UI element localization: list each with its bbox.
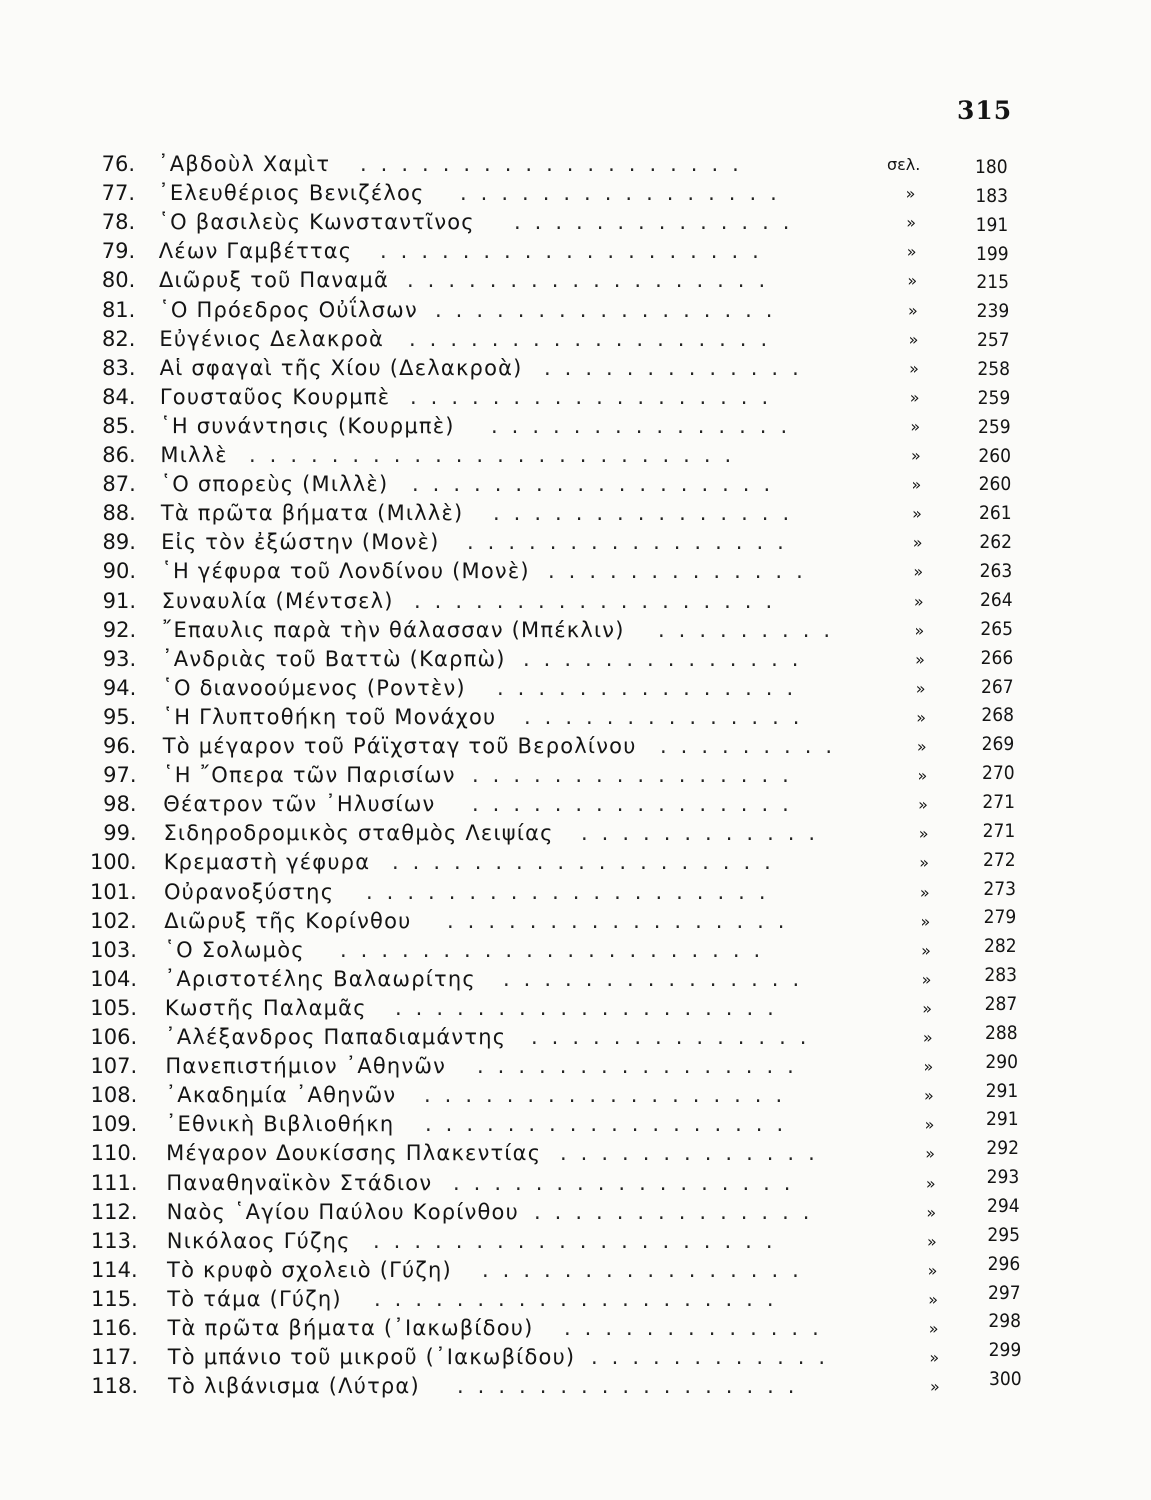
dot-leader: ..............	[524, 704, 814, 729]
entry-number: 113.	[90, 1228, 138, 1253]
entry-page: 258	[977, 358, 1010, 381]
entry-title: Γουσταῦος Κουρμπὲ	[159, 384, 391, 409]
entry-title: Λέων Γαμβέττας	[158, 239, 353, 264]
entry-title: Παναθηναϊκὸν Στάδιον	[166, 1170, 433, 1195]
toc-entry	[0, 499, 1151, 528]
entry-number: 94.	[102, 675, 137, 700]
entry-title: ῾Ο Πρόεδρος Οὐΐλσων	[159, 297, 418, 322]
toc-entry	[0, 1166, 1151, 1198]
dot-leader: ....................	[366, 879, 780, 904]
entry-title: Θέατρον τῶν ᾿Ηλυσίων	[163, 792, 436, 817]
entry-number: 102.	[90, 908, 137, 933]
entry-title: ῾Η γέφυρα τοῦ Λονδίνου (Μονὲ)	[161, 559, 530, 584]
toc-entry	[0, 936, 1151, 965]
entry-number: 103.	[90, 937, 137, 962]
toc-entry	[0, 1339, 1151, 1372]
entry-page: 272	[983, 848, 1016, 871]
entry-number: 98.	[103, 792, 137, 817]
entry-page: 287	[984, 993, 1018, 1015]
toc-entry	[0, 674, 1151, 703]
entry-page: 271	[982, 819, 1016, 842]
dot-leader: ..............	[514, 210, 804, 235]
dot-leader: .........	[660, 734, 847, 758]
toc-entry	[0, 1310, 1151, 1343]
entry-page: 265	[980, 617, 1013, 640]
toc-entry	[0, 470, 1151, 499]
entry-title: Εἰς τὸν ἐξώστην (Μονὲ)	[161, 530, 440, 555]
toc-entry	[0, 1139, 1151, 1168]
page-reference-mark: »	[910, 446, 921, 465]
entry-title: Αἱ σφαγαὶ τῆς Χίου (Δελακροὰ)	[159, 355, 523, 380]
dot-leader: .................	[447, 908, 799, 933]
page-reference-mark: »	[912, 533, 923, 553]
toc-entry	[0, 208, 1151, 237]
entry-title: ᾿Αριστοτέλης Βαλαωρίτης	[164, 966, 476, 991]
entry-number: 80.	[101, 268, 136, 293]
entry-page: 260	[978, 473, 1012, 496]
dot-leader: ....................	[373, 1228, 787, 1253]
page-reference-mark: »	[916, 737, 927, 756]
entry-number: 108.	[90, 1083, 138, 1108]
toc-entry	[0, 761, 1151, 790]
entry-page: 279	[983, 906, 1017, 929]
entry-page: 271	[982, 790, 1015, 813]
toc-entry	[0, 645, 1151, 674]
entry-number: 85.	[102, 413, 136, 438]
page-reference-mark: »	[907, 271, 918, 291]
dot-leader: .................	[435, 297, 787, 322]
entry-page: 298	[988, 1310, 1021, 1333]
page-reference-mark: »	[927, 1231, 937, 1251]
entry-number: 112.	[90, 1199, 138, 1224]
entry-page: 282	[984, 935, 1017, 958]
toc-entry	[0, 1195, 1151, 1227]
entry-page: 264	[980, 588, 1013, 611]
toc-entry	[0, 1223, 1151, 1256]
page-reference-mark: »	[909, 358, 919, 378]
entry-page: 257	[977, 329, 1010, 352]
entry-number: 93.	[102, 646, 137, 671]
dot-leader: ............	[581, 821, 830, 846]
toc-entry	[0, 616, 1151, 645]
entry-title: ᾿Αβδοὺλ Χαμὶτ	[158, 152, 331, 176]
entry-number: 109.	[90, 1112, 138, 1137]
entry-page: 261	[979, 502, 1012, 525]
toc-entry	[0, 878, 1151, 907]
entry-title: Συναυλία (Μέντσελ)	[161, 588, 394, 613]
entry-page: 299	[988, 1339, 1022, 1362]
entry-title: Μέγαρον Δουκίσσης Πλακεντίας	[166, 1141, 542, 1166]
entry-title: ῾Ο διανοούμενος (Ροντὲν)	[162, 675, 466, 700]
page-reference-mark: »	[924, 1115, 935, 1135]
entry-page: 291	[986, 1108, 1019, 1131]
entry-page: 263	[979, 560, 1013, 583]
page-reference-mark: »	[927, 1260, 938, 1280]
entry-title: Τὰ πρῶτα βήματα (᾿Ιακωβίδου)	[167, 1316, 534, 1340]
dot-leader: ...................	[395, 995, 788, 1020]
dot-leader: ...............	[493, 501, 804, 526]
entry-page: 300	[989, 1368, 1022, 1391]
entry-number: 104.	[90, 966, 137, 991]
entry-title: Πανεπιστήμιον ᾿Αθηνῶν	[165, 1054, 447, 1079]
entry-page: 296	[987, 1252, 1021, 1275]
entry-title: Τὰ πρῶτα βήματα (Μιλλὲ)	[160, 501, 464, 526]
entry-number: 107.	[90, 1054, 138, 1079]
toc-entry	[0, 1023, 1151, 1052]
page-reference-mark: »	[913, 562, 924, 582]
page-reference-mark: »	[917, 766, 928, 786]
toc-entry	[0, 528, 1151, 557]
entry-title: ᾿Ακαδημία ᾿Αθηνῶν	[165, 1083, 397, 1108]
entry-number: 86.	[102, 443, 136, 467]
entry-page: 199	[976, 242, 1009, 265]
entry-page: 183	[975, 184, 1008, 207]
dot-leader: ..............	[531, 1025, 821, 1049]
toc-entry	[0, 325, 1151, 354]
entry-number: 105.	[90, 995, 138, 1020]
entry-title: Τὸ λιβάνισμα (Λύτρα)	[168, 1374, 420, 1399]
entry-title: Τὸ μπάνιο τοῦ μικροῦ (᾿Ιακωβίδου)	[167, 1345, 576, 1370]
entry-page: 293	[986, 1166, 1020, 1189]
entry-page: 269	[981, 733, 1015, 756]
entry-title: Οὐρανοξύστης	[163, 879, 335, 904]
entry-title: Μιλλὲ	[160, 443, 228, 467]
entry-title: Εὐγένιος Δελακροὰ	[159, 326, 385, 351]
entry-title: ᾿Ανδριὰς τοῦ Βαττὼ (Καρπὼ)	[162, 646, 506, 671]
entry-number: 81.	[101, 297, 136, 322]
page-reference-mark: »	[921, 969, 932, 989]
page-reference-mark: »	[906, 242, 917, 262]
page-reference-mark: »	[918, 795, 928, 815]
page-reference-mark: »	[919, 882, 930, 902]
entry-title: Διῶρυξ τοῦ Παναμᾶ	[158, 268, 389, 293]
dot-leader: .................	[453, 1170, 805, 1195]
page-reference-mark: »	[916, 707, 927, 727]
page-reference-mark: »	[912, 504, 922, 524]
dot-leader: ........................	[249, 443, 746, 467]
entry-page: 292	[986, 1137, 1019, 1160]
entry-page: 260	[978, 444, 1011, 467]
dot-leader: .....................	[340, 937, 775, 962]
page-reference-mark: »	[926, 1202, 937, 1222]
entry-number: 118.	[91, 1374, 138, 1399]
toc-entry	[0, 819, 1151, 848]
entry-number: 90.	[102, 559, 136, 584]
dot-leader: ..............	[534, 1199, 824, 1224]
dot-leader: ..................	[410, 384, 783, 409]
entry-number: 76.	[101, 152, 135, 176]
entry-number: 88.	[102, 501, 136, 526]
dot-leader: ..............	[523, 646, 813, 671]
toc-entry	[0, 1252, 1151, 1285]
entry-title: ᾿Εθνικὴ Βιβλιοθήκη	[165, 1112, 395, 1137]
dot-leader: ..................	[424, 1083, 797, 1108]
entry-page: 273	[983, 877, 1016, 900]
page-reference-mark: »	[923, 1057, 934, 1077]
entry-page: 262	[979, 531, 1012, 554]
entry-number: 97.	[103, 763, 137, 788]
entry-number: 96.	[103, 734, 137, 758]
page-reference-mark: »	[909, 387, 920, 407]
toc-entry	[0, 965, 1151, 994]
dot-leader: ..................	[425, 1112, 798, 1137]
entry-number: 106.	[90, 1025, 138, 1049]
dot-leader: ...................	[392, 850, 785, 875]
dot-leader: ..................	[407, 268, 780, 293]
entry-title: ῾Η ῎Οπερα τῶν Παρισίων	[163, 763, 456, 788]
entry-title: Τὸ μέγαρον τοῦ Ράϊχσταγ τοῦ Βερολίνου	[162, 734, 637, 758]
dot-leader: ...................	[380, 239, 773, 264]
entry-title: Νικόλαος Γύζης	[166, 1228, 351, 1253]
entry-title: ᾿Αλέξανδρος Παπαδιαμάντης	[165, 1025, 507, 1049]
page-reference-mark: »	[929, 1348, 940, 1368]
entry-number: 79.	[101, 239, 136, 264]
entry-number: 84.	[102, 384, 136, 409]
page-reference-mark: »	[905, 184, 916, 204]
toc-entry	[0, 848, 1151, 877]
page-reference-mark: »	[919, 853, 930, 873]
dot-leader: ..................	[412, 472, 785, 497]
toc-entry	[0, 1368, 1151, 1401]
entry-page: 294	[987, 1195, 1020, 1218]
entry-page: 267	[981, 675, 1014, 698]
page-reference-mark: »	[924, 1086, 934, 1106]
entry-page: 290	[985, 1050, 1018, 1073]
dot-leader: ............	[591, 1345, 840, 1370]
dot-leader: ................	[472, 792, 803, 817]
entry-number: 82.	[102, 326, 136, 351]
entry-number: 116.	[91, 1316, 138, 1340]
entry-title: Κωστῆς Παλαμᾶς	[164, 995, 367, 1020]
dot-leader: .............	[560, 1141, 829, 1166]
toc-entry	[0, 1281, 1151, 1314]
entry-page: 180	[975, 156, 1008, 178]
dot-leader: .............	[548, 559, 817, 584]
dot-leader: ................	[460, 181, 791, 206]
page-number: 315	[957, 96, 1013, 125]
entry-page: 283	[984, 964, 1017, 987]
dot-leader: ................	[477, 1054, 808, 1079]
toc-entry	[0, 557, 1151, 586]
entry-number: 100.	[89, 850, 137, 875]
page-reference-mark: »	[906, 213, 916, 233]
page-reference-mark: »	[922, 1028, 933, 1047]
entry-number: 83.	[102, 355, 136, 380]
dot-leader: ...................	[360, 152, 753, 176]
entry-page: 239	[976, 300, 1010, 323]
dot-leader: ....................	[374, 1286, 788, 1311]
page-reference-mark: »	[921, 940, 931, 960]
entry-number: 111.	[90, 1170, 138, 1195]
toc-entry	[0, 994, 1151, 1023]
dot-leader: ..................	[409, 326, 782, 351]
page-reference-mark: »	[925, 1173, 936, 1193]
toc-entry	[0, 354, 1151, 383]
entry-number: 115.	[91, 1286, 138, 1311]
entry-title: ῾Η Γλυπτοθήκη τοῦ Μονάχου	[162, 704, 497, 729]
entry-title: ῾Ο Σολωμὸς	[164, 937, 305, 962]
entry-number: 99.	[103, 821, 137, 846]
page-reference-mark: »	[910, 416, 921, 436]
toc-entry	[0, 587, 1151, 616]
entry-page: 259	[977, 386, 1011, 409]
page-reference-mark: »	[925, 1144, 936, 1164]
toc-entry	[0, 1110, 1151, 1139]
page-reference-mark: »	[915, 678, 926, 698]
toc-entry	[0, 383, 1151, 412]
entry-title: ᾿Ελευθέριος Βενιζέλος	[158, 181, 425, 206]
toc-entry	[0, 1081, 1151, 1110]
entry-title: Κρεμαστὴ γέφυρα	[163, 850, 371, 875]
dot-leader: .............	[564, 1316, 833, 1340]
toc-entry	[0, 1052, 1151, 1081]
dot-leader: .............	[544, 355, 813, 380]
entry-page: 191	[975, 213, 1009, 236]
toc-entry	[0, 237, 1151, 266]
entry-page: 266	[980, 646, 1014, 669]
page-reference-mark: »	[918, 824, 929, 844]
page-reference-mark: »	[920, 911, 931, 931]
entry-title: Τὸ τάμα (Γύζη)	[167, 1286, 342, 1311]
page-reference-mark: »	[913, 591, 924, 611]
entry-title: ῾Ο σπορεὺς (Μιλλὲ)	[160, 472, 389, 497]
entry-page: 215	[976, 271, 1009, 294]
entry-title: Διῶρυξ τῆς Κορίνθου	[164, 908, 412, 933]
page-reference-mark: σελ.	[887, 155, 921, 174]
page-reference-mark: »	[908, 329, 919, 349]
entry-number: 78.	[101, 210, 136, 235]
entry-number: 87.	[102, 472, 136, 497]
entry-title: Ναὸς ῾Αγίου Παύλου Κορίνθου	[166, 1199, 519, 1224]
entry-number: 91.	[102, 588, 137, 613]
entry-number: 110.	[90, 1141, 138, 1166]
entry-page: 270	[982, 762, 1015, 785]
page-reference-mark: »	[915, 649, 925, 669]
dot-leader: ...............	[503, 966, 814, 991]
page-reference-mark: »	[928, 1289, 938, 1309]
entry-page: 288	[985, 1021, 1018, 1044]
entry-page: 295	[987, 1223, 1020, 1246]
entry-page: 291	[985, 1079, 1019, 1102]
toc-entry	[0, 296, 1151, 325]
toc-entry	[0, 266, 1151, 295]
entry-title: ῎Επαυλις παρὰ τὴν θάλασσαν (Μπέκλιν)	[161, 617, 625, 642]
toc-entry	[0, 703, 1151, 732]
entry-title: Τὸ κρυφὸ σχολειὸ (Γύζη)	[167, 1257, 452, 1282]
dot-leader: ................	[467, 530, 798, 555]
entry-number: 89.	[102, 530, 136, 555]
dot-leader: ..................	[414, 588, 787, 613]
dot-leader: ................	[472, 763, 803, 788]
toc-entry	[0, 732, 1151, 761]
entry-page: 297	[988, 1281, 1021, 1304]
dot-leader: ...............	[497, 675, 808, 700]
entry-title: ῾Η συνάντησις (Κουρμπὲ)	[160, 413, 455, 438]
entry-page: 268	[981, 704, 1014, 727]
entry-title: ῾Ο βασιλεὺς Κωνσταντῖνος	[158, 210, 475, 235]
dot-leader: ................	[482, 1257, 813, 1282]
entry-number: 114.	[90, 1257, 138, 1282]
entry-title: Σιδηροδρομικὸς σταθμὸς Λειψίας	[163, 821, 554, 846]
page-reference-mark: »	[928, 1319, 939, 1338]
entry-number: 117.	[91, 1345, 138, 1370]
page-reference-mark: »	[911, 475, 922, 495]
dot-leader: .........	[658, 617, 845, 642]
entry-number: 101.	[90, 879, 137, 904]
toc-entry	[0, 790, 1151, 819]
entry-number: 92.	[102, 617, 137, 642]
entry-number: 95.	[102, 704, 137, 729]
toc-entry	[0, 907, 1151, 936]
entry-number: 77.	[101, 181, 136, 206]
entry-page: 259	[978, 415, 1011, 438]
page-reference-mark: »	[914, 620, 925, 640]
dot-leader: ...............	[491, 413, 802, 438]
toc-entry	[0, 179, 1151, 208]
toc-entry	[0, 150, 1151, 179]
page-reference-mark: »	[907, 300, 918, 320]
page-reference-mark: »	[930, 1377, 940, 1397]
toc-entry	[0, 441, 1151, 470]
dot-leader: .................	[457, 1374, 809, 1399]
page-reference-mark: »	[922, 998, 933, 1018]
toc-entry	[0, 412, 1151, 441]
